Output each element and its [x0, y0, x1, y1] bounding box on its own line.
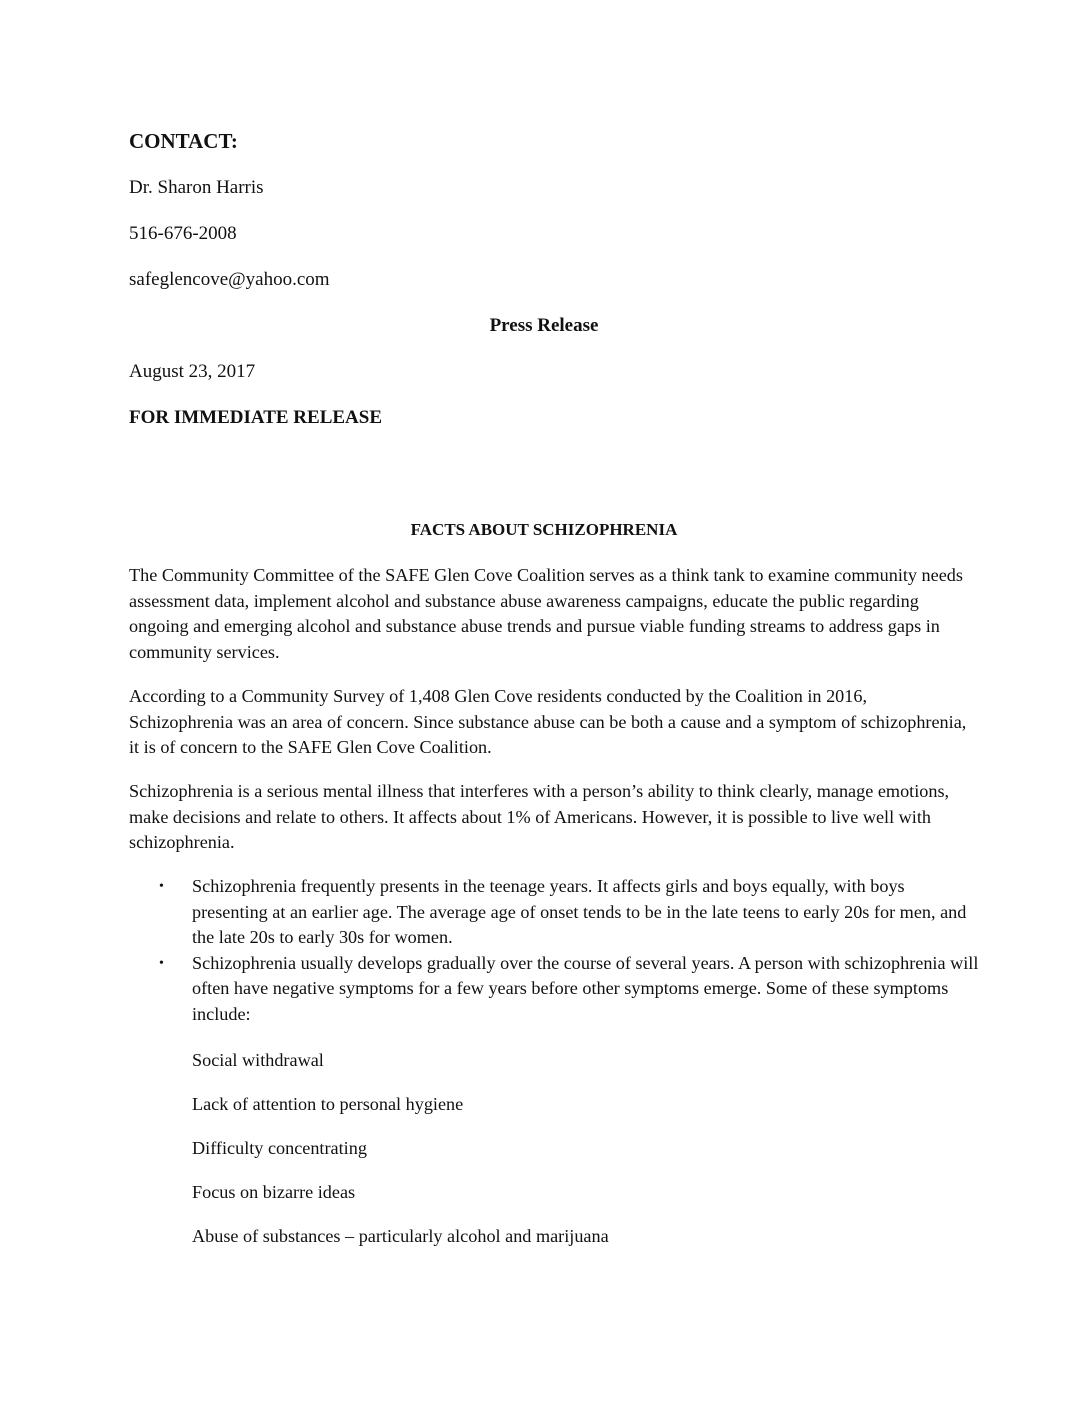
contact-phone: 516-676-2008 [129, 223, 237, 244]
bullet-text: Schizophrenia usually develops gradually over the course of several years. A person with schizophrenia will often have negative symptoms for a few years before other symptoms emerge. Some of these symptoms include: [192, 952, 979, 1024]
bullet-icon: • [159, 955, 164, 971]
contact-heading: CONTACT: [129, 129, 238, 153]
bullet-text: Schizophrenia frequently presents in the teenage years. It affects girls and boys equally, with boys presenting at an earlier age. The average age of onset tends to be in the late teens to early 20s for men, and the late 20s to early 30s for women. [192, 876, 967, 948]
list-item [159, 951, 982, 1028]
contact-name: Dr. Sharon Harris [129, 177, 264, 198]
symptom-item: Abuse of substances – particularly alcohol and marijuana [192, 1226, 609, 1246]
symptom-item: Lack of attention to personal hygiene [192, 1094, 464, 1114]
paragraph-definition: Schizophrenia is a serious mental illness that interferes with a person’s ability to think clearly, manage emotions, make decisions and relate to others. It affects about 1% of Americans. However, it is possible to live well with schizophrenia. [129, 781, 950, 853]
document-title: FACTS ABOUT SCHIZOPHRENIA [410, 520, 678, 539]
paragraph-survey: According to a Community Survey of 1,408 Glen Cove residents conducted by the Coalition in 2016, Schizophrenia was an area of concern. Since substance abuse can be both a cause and a symptom of schizophrenia, it is of concern to the SAFE Glen Cove Coalition. [129, 686, 967, 758]
symptom-item: Difficulty concentrating [192, 1138, 367, 1158]
list-item [159, 874, 982, 951]
facts-bullet-list [159, 874, 982, 1028]
release-date: August 23, 2017 [129, 361, 256, 382]
paragraph-coalition: The Community Committee of the SAFE Glen Cove Coalition serves as a think tank to examine community needs assessment data, implement alcohol and substance abuse awareness campaigns, educate the public regarding ongoing and emerging alcohol and substance abuse trends and pursue viable funding streams to address gaps in community services. [129, 565, 963, 662]
symptom-item: Social withdrawal [192, 1050, 324, 1070]
press-release-label: Press Release [489, 315, 599, 336]
bullet-icon: • [159, 879, 164, 894]
symptom-list [192, 1048, 609, 1268]
contact-email: safeglencove@yahoo.com [129, 269, 330, 290]
symptom-item: Focus on bizarre ideas [192, 1182, 356, 1202]
release-note: FOR IMMEDIATE RELEASE [129, 407, 383, 428]
